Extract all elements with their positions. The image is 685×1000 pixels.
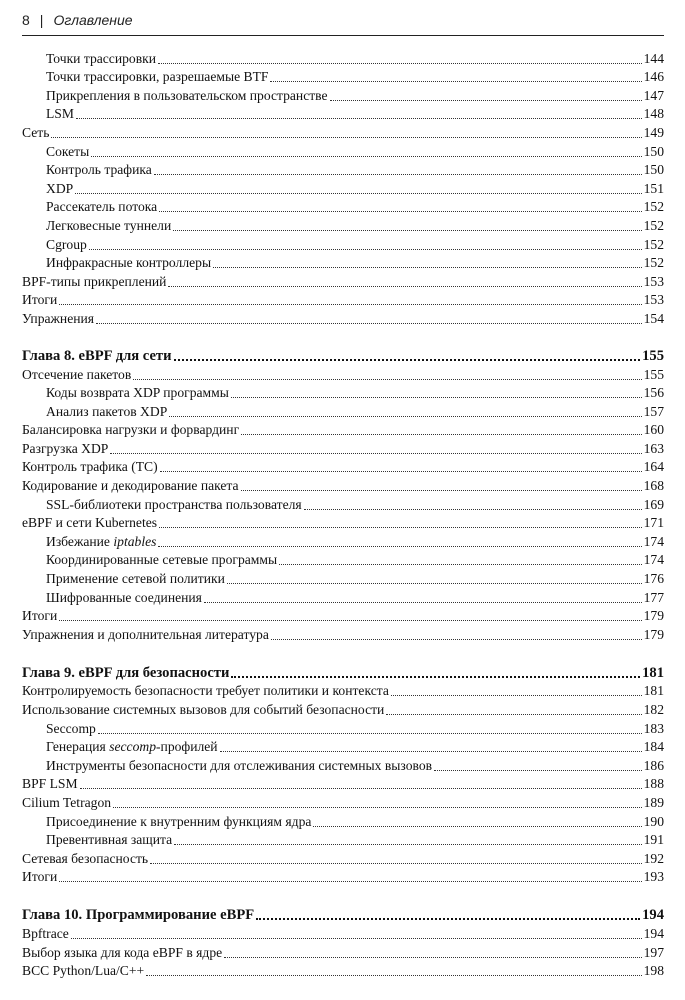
toc-entry[interactable]	[22, 234, 664, 253]
dot-leader	[313, 818, 641, 827]
toc-page-number: 177	[643, 589, 664, 605]
toc-page-number: 164	[643, 459, 664, 475]
toc-page-number: 169	[643, 496, 664, 512]
dot-leader	[113, 799, 642, 808]
toc-page-number: 153	[643, 273, 664, 289]
toc-entry[interactable]	[22, 308, 664, 327]
toc-entry-title	[46, 534, 156, 550]
chapter-spacer	[22, 885, 664, 903]
toc-entry[interactable]	[22, 867, 664, 886]
table-of-contents	[22, 48, 664, 979]
toc-entry-title: Присоединение к внутренним функциям ядра	[46, 813, 312, 829]
dot-leader	[304, 501, 642, 510]
dot-leader	[386, 706, 641, 715]
toc-entry-title: Контроль трафика (TC)	[22, 459, 158, 475]
toc-entry[interactable]	[22, 513, 664, 532]
toc-page-number: 190	[643, 813, 664, 829]
toc-page-number: 148	[643, 106, 664, 122]
toc-entry-title: Контроль трафика	[46, 162, 152, 178]
toc-entry-title: Выбор языка для кода eBPF в ядре	[22, 944, 223, 960]
toc-entry-title: SSL-библиотеки пространства пользователя	[46, 496, 302, 512]
toc-entry-title: Балансировка нагрузки и форвардинг	[22, 422, 240, 438]
toc-page-number: 197	[643, 944, 664, 960]
dot-leader	[220, 743, 642, 752]
toc-entry[interactable]	[22, 923, 664, 942]
toc-title-part: -профилей	[156, 739, 218, 755]
toc-page-number: 192	[643, 850, 664, 866]
toc-page-number: 193	[643, 869, 664, 885]
toc-entry[interactable]	[22, 253, 664, 272]
toc-entry[interactable]	[22, 104, 664, 123]
toc-page-number: 152	[643, 199, 664, 215]
toc-entry[interactable]	[22, 811, 664, 830]
dot-leader	[241, 482, 642, 491]
toc-page-number: 181	[643, 683, 664, 699]
toc-entry[interactable]	[22, 197, 664, 216]
dot-leader	[59, 873, 641, 882]
toc-entry-title: Шифрованные соединения	[46, 589, 202, 605]
toc-entry[interactable]	[22, 830, 664, 849]
dot-leader	[169, 408, 641, 417]
toc-entry-title: Итоги	[22, 869, 58, 885]
toc-page-number: 176	[643, 571, 664, 587]
toc-page-number: 154	[643, 310, 664, 326]
toc-title-part: Генерация	[46, 739, 110, 755]
toc-entry-title: Кодирование и декодирование пакета	[22, 478, 239, 494]
dot-leader	[213, 259, 642, 268]
toc-page-number: 174	[643, 533, 664, 549]
dot-leader	[159, 203, 641, 212]
dot-leader	[150, 855, 641, 864]
dot-leader	[51, 129, 641, 138]
toc-entry-title: Упражнения и дополнительная литература	[22, 626, 269, 642]
toc-entry-title: Сокеты	[46, 143, 90, 159]
toc-entry-title: Превентивная защита	[46, 832, 173, 848]
toc-entry[interactable]	[22, 848, 664, 867]
toc-entry-title: Итоги	[22, 292, 58, 308]
dot-leader	[224, 949, 641, 958]
toc-entry-title: Сеть	[22, 124, 50, 140]
dot-leader	[96, 315, 642, 324]
toc-page-number: 181	[642, 664, 664, 681]
dot-leader	[159, 519, 642, 528]
dot-leader	[174, 351, 641, 361]
toc-entry[interactable]	[22, 178, 664, 197]
dot-leader	[231, 668, 640, 678]
toc-page-number: 150	[643, 143, 664, 159]
toc-page-number: 198	[643, 963, 664, 979]
toc-page-number: 191	[643, 832, 664, 848]
toc-entry-title: BPF-типы прикреплений	[22, 273, 167, 289]
toc-entry[interactable]	[22, 568, 664, 587]
dot-leader	[270, 73, 641, 82]
toc-entry[interactable]	[22, 718, 664, 737]
page-number: 8	[22, 12, 30, 28]
toc-page-number: 152	[643, 236, 664, 252]
dot-leader	[71, 930, 642, 939]
toc-entry[interactable]	[22, 737, 664, 756]
toc-entry[interactable]	[22, 438, 664, 457]
dot-leader	[227, 575, 642, 584]
dot-leader	[154, 166, 642, 175]
header-title: Оглавление	[53, 12, 133, 28]
toc-entry-title: Инфракрасные контроллеры	[46, 255, 212, 271]
toc-title-italic: seccomp	[109, 739, 157, 755]
toc-page-number: 194	[642, 907, 664, 924]
dot-leader	[80, 780, 642, 789]
toc-page-number: 188	[643, 776, 664, 792]
dot-leader	[146, 967, 641, 976]
toc-title-part: Избежание	[46, 533, 114, 549]
toc-entry[interactable]	[22, 699, 664, 718]
toc-page-number: 149	[643, 124, 664, 140]
dot-leader	[158, 538, 641, 547]
toc-entry-title: BPF LSM	[22, 776, 78, 792]
dot-leader	[204, 594, 642, 603]
toc-entry-title: Прикрепления в пользовательском пространстве	[46, 87, 328, 103]
toc-entry[interactable]	[22, 160, 664, 179]
toc-entry-title: Глава 10. Программирование eBPF	[22, 907, 255, 924]
toc-page-number: 183	[643, 720, 664, 736]
toc-page-number: 152	[643, 255, 664, 271]
toc-page-number: 147	[643, 87, 664, 103]
toc-page-number: 144	[643, 50, 664, 66]
toc-entry[interactable]	[22, 122, 664, 141]
dot-leader	[75, 185, 641, 194]
toc-entry-title: Точки трассировки, разрешаемые BTF	[46, 69, 269, 85]
dot-leader	[110, 445, 641, 454]
toc-entry-title: Разгрузка XDP	[22, 440, 109, 456]
dot-leader	[241, 426, 641, 435]
toc-page-number: 168	[643, 478, 664, 494]
toc-entry-title: Точки трассировки	[46, 50, 157, 66]
toc-entry-title: Использование системных вызовов для событий безопасности	[22, 702, 385, 717]
toc-entry[interactable]	[22, 67, 664, 86]
toc-entry-title: Коды возврата XDP программы	[46, 385, 229, 401]
toc-page-number: 151	[643, 180, 664, 196]
toc-entry[interactable]	[22, 587, 664, 606]
toc-chapter-entry[interactable]	[22, 344, 664, 364]
dot-leader	[434, 762, 642, 771]
toc-entry[interactable]	[22, 792, 664, 811]
toc-entry[interactable]	[22, 457, 664, 476]
toc-entry-title: Сетевая безопасность	[22, 850, 149, 866]
toc-entry[interactable]	[22, 961, 664, 980]
toc-entry[interactable]	[22, 755, 664, 774]
toc-entry[interactable]	[22, 364, 664, 383]
toc-entry-title: Легковесные туннели	[46, 217, 172, 233]
toc-entry-title: Итоги	[22, 608, 58, 624]
toc-entry-title: Инструменты безопасности для отслеживания системных вызовов	[46, 757, 433, 773]
toc-entry[interactable]	[22, 85, 664, 104]
toc-entry[interactable]	[22, 606, 664, 625]
toc-page-number: 153	[643, 292, 664, 308]
toc-entry-title: Cilium Tetragon	[22, 794, 112, 810]
toc-page-number: 150	[643, 162, 664, 178]
toc-entry[interactable]	[22, 141, 664, 160]
toc-entry[interactable]	[22, 774, 664, 793]
toc-page-number: 179	[643, 626, 664, 642]
toc-entry-title: XDP	[46, 180, 74, 196]
toc-page-number: 182	[643, 702, 664, 717]
toc-title-italic: iptables	[113, 533, 157, 549]
toc-entry-title: Глава 8. eBPF для сети	[22, 347, 172, 364]
dot-leader	[256, 910, 640, 920]
toc-page-number: 186	[643, 757, 664, 773]
toc-entry-title: Cgroup	[46, 236, 87, 252]
toc-entry-title: Координированные сетевые программы	[46, 552, 278, 568]
dot-leader	[89, 241, 642, 250]
toc-page-number: 156	[643, 385, 664, 401]
running-header	[22, 12, 663, 32]
toc-entry[interactable]	[22, 290, 664, 309]
toc-entry[interactable]	[22, 624, 664, 643]
toc-entry[interactable]	[22, 401, 664, 420]
toc-entry-title: Отсечение пакетов	[22, 366, 132, 382]
dot-leader	[168, 278, 641, 287]
toc-entry-title	[46, 739, 218, 755]
toc-entry[interactable]	[22, 383, 664, 402]
dot-leader	[160, 463, 642, 472]
toc-entry-title: BCC Python/Lua/C++	[22, 963, 145, 979]
dot-leader	[91, 148, 641, 157]
toc-entry[interactable]	[22, 475, 664, 494]
header-rule	[22, 35, 664, 36]
toc-entry-title: Применение сетевой политики	[46, 571, 225, 587]
toc-entry[interactable]	[22, 942, 664, 961]
dot-leader	[59, 612, 641, 621]
toc-entry-title: Рассекатель потока	[46, 199, 158, 215]
dot-leader	[59, 296, 641, 305]
toc-entry[interactable]	[22, 531, 664, 550]
toc-entry-title: Глава 9. eBPF для безопасности	[22, 664, 230, 681]
toc-page-number: 189	[643, 794, 664, 810]
toc-page-number: 155	[643, 366, 664, 382]
chapter-spacer	[22, 643, 664, 661]
toc-entry[interactable]	[22, 271, 664, 290]
toc-chapter-entry[interactable]	[22, 903, 664, 923]
dot-leader	[173, 222, 641, 231]
toc-page-number: 171	[643, 515, 664, 531]
toc-entry-title: eBPF и сети Kubernetes	[22, 515, 158, 531]
toc-entry-title: Упражнения	[22, 310, 95, 326]
toc-page-number: 146	[643, 69, 664, 85]
toc-page-number: 163	[643, 440, 664, 456]
dot-leader	[279, 556, 641, 565]
toc-entry[interactable]	[22, 550, 664, 569]
dot-leader	[271, 631, 642, 640]
toc-page-number: 174	[643, 552, 664, 568]
chapter-spacer	[22, 327, 664, 344]
dot-leader	[330, 92, 642, 101]
toc-entry-title: Контролируемость безопасности требует политики и контекста	[22, 683, 389, 699]
toc-page-number: 184	[643, 739, 664, 755]
dot-leader	[174, 836, 641, 845]
toc-entry[interactable]	[22, 420, 664, 439]
toc-page-number: 194	[643, 925, 664, 941]
toc-page-number: 152	[643, 217, 664, 233]
toc-page-number: 157	[643, 403, 664, 419]
dot-leader	[158, 55, 642, 64]
toc-page-number: 155	[642, 347, 664, 364]
toc-entry[interactable]	[22, 681, 664, 700]
toc-entry-title: Seccomp	[46, 720, 96, 736]
toc-entry-title: LSM	[46, 106, 74, 122]
toc-entry[interactable]	[22, 48, 664, 67]
toc-chapter-entry[interactable]	[22, 661, 664, 681]
toc-entry[interactable]	[22, 494, 664, 513]
dot-leader	[231, 389, 642, 398]
toc-entry-title: Bpftrace	[22, 925, 69, 941]
dot-leader	[133, 371, 641, 380]
dot-leader	[391, 687, 642, 696]
dot-leader	[98, 725, 642, 734]
toc-entry[interactable]	[22, 215, 664, 234]
header-separator: |	[39, 12, 44, 28]
toc-page-number: 160	[643, 422, 664, 438]
dot-leader	[76, 110, 642, 119]
toc-page-number: 179	[643, 608, 664, 624]
toc-entry-title: Анализ пакетов XDP	[46, 403, 168, 419]
